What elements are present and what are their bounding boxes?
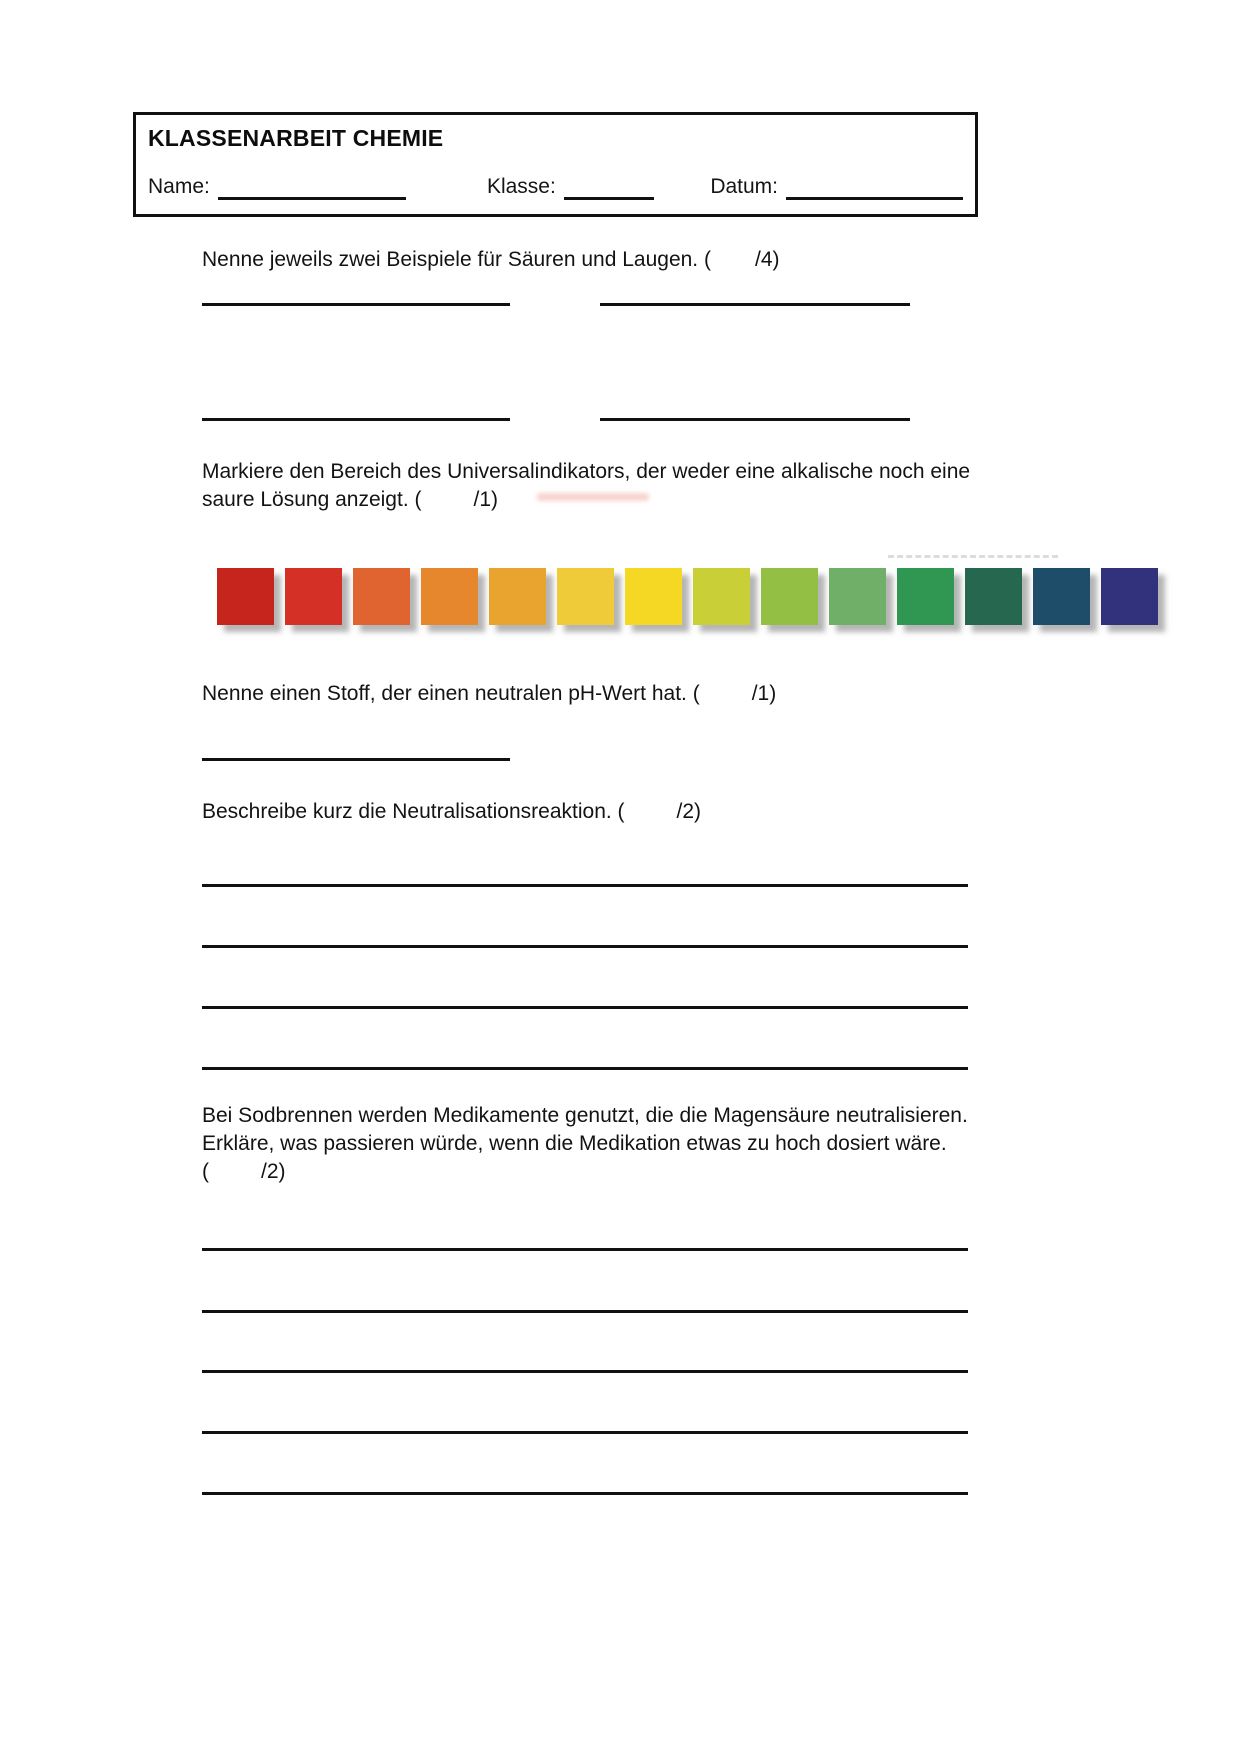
question-2 [202,458,974,514]
answer-line [202,1370,968,1373]
indicator-swatch-1 [217,568,274,625]
name-label: Name: [148,175,210,198]
indicator-swatch-14 [1101,568,1158,625]
datum-label: Datum: [710,175,778,198]
page-title: KLASSENARBEIT CHEMIE [148,125,444,151]
answer-line [202,1067,968,1070]
indicator-swatch-5 [489,568,546,625]
answer-line [202,1006,968,1009]
name-blank-line [218,173,406,200]
datum-field [710,173,963,200]
question-1-points: /4) [754,248,780,271]
question-3-text: Nenne einen Stoff, der einen neutralen pH-Wert hat. ( [202,682,700,705]
answer-line [202,1492,968,1495]
question-2-points: /1) [473,488,498,511]
question-5 [202,1102,992,1186]
answer-line [202,945,968,948]
indicator-swatch-13 [1033,568,1090,625]
indicator-swatch-8 [693,568,750,625]
answer-line [202,884,968,887]
question-2-text: Markiere den Bereich des Universalindikators, der weder eine alkalische noch eine saure Lösung anzeigt. ( [202,460,971,511]
question-4 [202,798,1012,826]
question-1 [202,246,1012,274]
klasse-blank-line [564,173,654,200]
scan-artifact [888,555,1058,558]
header-box [133,112,978,217]
answer-line [600,303,910,306]
question-5-paren: ( [202,1160,209,1183]
klasse-label: Klasse: [486,175,556,198]
answer-line [202,1431,968,1434]
header-fields [148,173,963,200]
klasse-field [487,173,654,200]
indicator-swatch-9 [761,568,818,625]
indicator-swatch-7 [625,568,682,625]
answer-line [202,303,510,306]
indicator-swatch-4 [421,568,478,625]
question-3 [202,680,1012,708]
answer-line [600,418,910,421]
question-4-points: /2) [676,800,702,823]
answer-line [202,1310,968,1313]
indicator-swatch-12 [965,568,1022,625]
scan-artifact [537,493,649,501]
answer-line [202,758,510,761]
question-1-text: Nenne jeweils zwei Beispiele für Säuren und Laugen. ( [202,248,711,271]
answer-line [202,1248,968,1251]
question-3-points: /1) [751,682,777,705]
indicator-swatch-11 [897,568,954,625]
question-5-points: /2) [261,1160,286,1183]
answer-line [202,418,510,421]
name-field [148,173,406,200]
question-4-text: Beschreibe kurz die Neutralisationsreaktion. ( [202,800,625,823]
indicator-swatch-10 [829,568,886,625]
indicator-swatch-6 [557,568,614,625]
question-5-text: Bei Sodbrennen werden Medikamente genutzt, die die Magensäure neutralisieren. Erkläre, was passieren würde, wenn die Medikation etwas zu hoch dosiert wäre. [202,1104,968,1155]
indicator-swatch-3 [353,568,410,625]
indicator-strip [217,568,1158,625]
datum-blank-line [786,173,963,200]
indicator-swatch-2 [285,568,342,625]
question-5-points-row [202,1158,992,1186]
